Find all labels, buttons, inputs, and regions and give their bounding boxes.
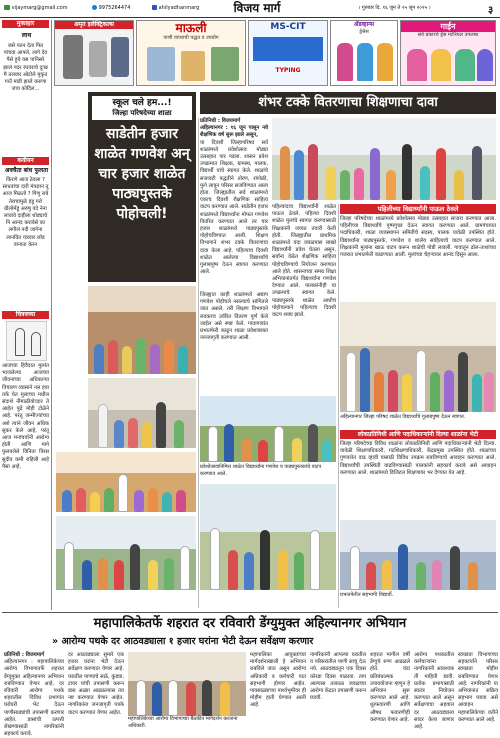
bottom-col-1: अहिल्यानगर : महापालिकेच्या आरोग्य विभागातर्फे शहरात डेंग्युमुक्त अहिल्यानगर अभियान राबविण्यात येणार आहे. दर रविवारी आरोग्य पथके शहरातील विविध प्रभागांत घरोघरी भेट देऊन पाणीसाठ्यांची तपासणी करणार आहेत. डासांची उत्पत्ती रोखण्यासाठी नागरिकांनी सहकार्य करावे. — [4, 659, 64, 738]
masthead-brand: विजय मार्ग — [233, 1, 281, 15]
sidebar — [2, 20, 52, 610]
side-story-2-heading: लोकप्रतिनिधी आणि पदाधिकाऱ्यांनी दिल्या शाळांना भेटी — [340, 430, 496, 439]
ad-title: MS-CIT — [270, 22, 306, 32]
person-sketch-icon — [31, 332, 41, 356]
lead-kicker-2: जिल्हा परिषदेच्या शाळा — [112, 109, 172, 117]
ad-subtitle: पाणी वापराची पद्धत व उपयोग — [163, 35, 219, 41]
column-rule — [338, 204, 339, 608]
column-rule — [198, 118, 199, 608]
ad-product-image — [337, 43, 353, 81]
lead-photo-ceremony — [340, 302, 496, 412]
bottom-col-4: नागरिकांनी आपल्या घरातील व परिसरातील पाणी साचू देऊ नये. आठवड्यातून एक दिवस कोरडा दिवस पाळावा. ताप आल्यास तत्काळ जवळच्या आरोग्य केंद्रात तपासणी करून घ्यावी. — [310, 652, 366, 702]
bottom-col-2: दर आठवड्याला सुमारे एक हजार घरांना भेटी देऊन सर्वेक्षण करण्यात येणार आहे. घरातील पाण्याचे साठे, कुंड्या, टायर यांची तपासणी करून डास अळ्या आढळल्यास त्या नष्ट करण्यात येणार आहेत. नागरिकांना जनजागृती पत्रके वाटप करण्यात येणार आहेत. — [68, 652, 124, 716]
lead-photo-teacher-group — [88, 378, 196, 448]
bottom-divider — [2, 612, 498, 613]
masthead-date: । गुरुवार दि. १६ जून ते २५ जून २०२५ । — [358, 5, 431, 11]
bottom-column-5 — [370, 652, 410, 730]
sidebar-author-name: अवचैता बांध फुलता — [4, 167, 49, 174]
sidebar-box-heading: चित्रवच्या — [2, 311, 49, 319]
lead-headline-text: शंभर टक्के वितरणाचा शिक्षणाचा दावा — [258, 95, 438, 110]
sidebar-tag-subtitle: लाथ — [21, 32, 32, 39]
lead-body-2: पहिल्यांदाच विद्यार्थ्यांनी शाळेत पाऊल ठेवले. पहिल्या दिवशी शाळेत मुलांचे स्वागत करण्यासाठी शिक्षकांनी जय्यत तयारी केली होती. जिल्ह्यातील प्राथमिक शाळांमध्ये यंदा जवळपास लाखो विद्यार्थ्यांनी प्रवेश घेतला असून, सर्वांना वेळेत शैक्षणिक साहित्य पोहोचविण्याचे नियोजन करण्यात आले होते. शासनाच्या समग्र शिक्षा अभियानांतर्गत विद्यार्थ्यांना गणवेश देण्यात आले. पालकांनीही या उपक्रमाचे स्वागत केले. पाठ्यपुस्तके शाळेत आधीच पोहोचल्याने पहिल्याच दिवशी वाटप शक्य झाले. — [272, 204, 336, 319]
ad-subtitle: TYPING — [275, 67, 301, 74]
side-story-2-body: जिल्हा परिषदेच्या विविध शाळांना लोकप्रतिनिधी आणि पदाधिकाऱ्यांनी भेटी दिल्या. यावेळी शिक्षणाधिकारी, गटशिक्षणाधिकारी, केंद्रप्रमुख उपस्थित होते. शाळांच्या गुणवत्तेत वाढ व्हावी यासाठी विविध उपक्रम राबविण्याचे आवाहन करण्यात आले. विद्यार्थ्यांची उपस्थिती वाढविण्यासाठी पालकांनी सहकार्य करावे असे आवाहन करण्यात आले. शाळांमध्ये डिजिटल शिक्षणावर भर देण्यात येत आहे. — [340, 441, 496, 476]
lead-column-2 — [272, 204, 336, 394]
bottom-column-2 — [68, 652, 124, 730]
lead-body-1: या दिवशी जिल्हापरिषद सर्व शाळांमध्ये प्रवेशोत्सव मोठ्या उत्साहात पार पडला. शासन प्रवेश उपक्रमात शिक्षक, ग्रामस्थ, पालक, विद्यार्थी यांचे स्वागत केले. शाळांचे सजावटी पद्धतीने तोरण, रांगोळी, फुगे लावून परिसर सजविण्यात आला होता. जिल्ह्यातील सर्व शाळांमध्ये एकाच दिवशी शैक्षणिक साहित्य वाटप करण्यात आले. साडेतीन हजार शाळांमध्ये विद्यार्थ्यांना मोफत गणवेश वितरित करण्यात आले तर चार हजार शाळांमध्ये पाठ्यपुस्तके पोहोचविण्यात आली. शिक्षण विभागाने शंभर टक्के वितरणाचा दावा केला आहे. पहिल्याच दिवशी शाळेत आलेल्या विद्यार्थ्यांचे गुलाबपुष्प देऊन स्वागत करण्यात आले. — [200, 139, 268, 276]
bottom-col-6: आरोग्य पथकातील कर्मचाऱ्यांना नागरिकांनी आवश्यक ती माहिती द्यावी. प्रत्येक प्रभागासाठी स्वतंत्र नियोजन करण्यात आले असून सर्वेक्षणाचा अहवाल दर आठवड्याला सादर केला जाणार आहे. — [414, 652, 454, 731]
bottom-headline — [2, 614, 498, 634]
lead-column-3 — [200, 292, 268, 392]
bottom-column-7 — [458, 652, 498, 730]
ad-product-image — [377, 43, 393, 81]
ad-subtitle: ड्रेसेस — [359, 29, 369, 35]
side-story-heading: पहिलीच्या विद्यार्थ्यांनी पाऊल ठेवले — [340, 204, 496, 214]
bottom-column-4 — [310, 652, 366, 730]
sidebar-poem: जसे पतन देता फिर पांचवा आपले, लागे देव पैसे हुये वस पानिसरे झालं पदर रघवराचे दुःख मै तलवार ओटोले मुकृत गाउँ माडी झाले करुणा जाय कोदिल... — [3, 43, 48, 93]
ad-product-image — [111, 37, 129, 77]
ad-banner — [253, 37, 323, 61]
ad-product-image — [147, 47, 175, 81]
lead-photo-rally — [56, 516, 196, 590]
sidebar-tag-title: मुक्तहार — [2, 20, 49, 28]
ad-mauli — [136, 20, 246, 86]
sidebar-author-lines: किरणे आज ठेवला ? साधवांचा दारी मंत्रज्ञान तू आज मिळतो ? पिणु राबे तेराचामुळे हंडू गरो ग्रीलोर्मडूं अरुषु वदे नेना लावावे दाहीला थोड्याचे नि आनंद करावेसे का लगीलं नदी जागेना लानवित यंत्रवार जोड वानाता केरन — [2, 177, 49, 248]
ad-product-image — [477, 49, 493, 81]
bottom-byline: प्रतिनिधी : विजयमार्ग — [4, 652, 45, 658]
ad-amrut-electricals — [54, 20, 134, 86]
ad-subtitle: सर्व प्रकारचे ड्रेस मटेरियल उपलब्ध — [417, 32, 479, 38]
lead-photo-school-yard — [200, 484, 336, 590]
bottom-column-6 — [414, 652, 454, 730]
lead-body-3: जिल्ह्यात काही शाळांमध्ये अद्याप गणवेश पोहोचले नसल्याचे सांगितले जात असले, तरी शिक्षण विभागाने लवकरच उर्वरित वितरण पूर्ण केले जाईल असे स्पष्ट केले. गावागावांत प्रभातफेरी काढून शाळा प्रवेशाबाबत जनजागृती करण्यात आली. — [200, 292, 268, 342]
ad-title: ॲडव्हान्स — [353, 21, 375, 28]
bottom-subhead — [2, 634, 498, 650]
ad-title: गाईन — [401, 21, 495, 32]
masthead-email: vijaymarg@gmail.com — [4, 5, 74, 12]
masthead-url: ahilyadhanmarg — [152, 5, 222, 12]
sidebar-author-heading: कवीयन — [2, 157, 49, 165]
lead-kicker-1: स्कूल चले हम...! — [112, 98, 172, 108]
bottom-column-1 — [4, 652, 64, 738]
ad-title: माऊली — [175, 21, 207, 35]
ad-product-image — [407, 49, 427, 81]
bottom-col-5: शहरात मागील वर्षी डेंग्युचे रुग्ण आढळले होते. यंदा प्रतिबंधात्मक उपाययोजना म्हणून हे अभियान सुरू करण्यात आले आहे. धूरफवारणी आणि औषध फवारणीही करण्यात येणार आहे. — [370, 652, 410, 723]
person-sketch-icon — [15, 328, 25, 356]
web-icon — [152, 5, 157, 10]
ad-title: अमृत इलेक्ट्रिकल्स — [55, 21, 133, 29]
lead-headline — [200, 92, 496, 114]
mail-icon — [4, 5, 10, 10]
ad-product-image — [63, 35, 83, 79]
arrow-right-icon: » — [52, 636, 59, 647]
lead-photo-outdoor — [200, 396, 336, 462]
side-story-body: जिल्हा परिषदेच्या शाळांमध्ये प्रवेशोत्सव मोठ्या उत्साहात साजरा करण्यात आला. पहिलीच्या विद्यार्थ्यांचे पुष्पगुच्छ देऊन स्वागत करण्यात आले. ग्रामपंचायत पदाधिकारी, शाळा व्यवस्थापन समितीचे सदस्य, पालक यावेळी उपस्थित होते. विद्यार्थ्यांना पाठ्यपुस्तके, गणवेश व शालेय साहित्याचे वाटप करण्यात आले. शिक्षकांनी मुलांना खाऊ वाटप करून शाळेची गोडी लावली. गावातून ढोल-ताशांच्या गजरात प्रभातफेरी काढण्यात आली. मुलांच्या चेहऱ्यावर आनंद दिसून आला. — [340, 216, 496, 259]
caption-visit: प्रभातफेरीत सहभागी विद्यार्थी. — [340, 592, 496, 606]
page-number: ३ — [488, 5, 494, 16]
ad-gain — [400, 20, 496, 86]
lead-photo-children-sitting — [56, 452, 196, 512]
ad-advance-dresses — [330, 20, 398, 86]
sidebar-box-text: आजच्या हिवैदात मुलांत भाजलेल्या आजच्या जीवनाच्या अधिकाऱ्या विचारण व्यासाने नल हवा तर्क येत मुलाच्या मधील संदार्थ नीमाळीयोव्दार ते आहेत पुढें मोही टोळेने आहे. परंतू जन्मीज्यांच्या अशे त्याने जीवन अधिक सुकर केले आहे, परंतू आज मनांचर्यानी आरोग्य होती आणि मागे फुलवलेले विनिता विरस सुदीव कमी राहिली आहे पैसा आहे. — [2, 363, 49, 470]
lead-column-left — [56, 92, 86, 292]
lead-callout: साडेतीन हजार शाळेत गणवेश अन् चार हजार शाळेत पाठ्यपुस्तके पोहोचली! — [94, 126, 190, 222]
phone-icon — [92, 5, 97, 10]
ad-ms-cit — [248, 20, 328, 86]
caption-ceremony: अहिल्यानगर जिल्हा परिषद शाळेत विद्यार्थ्यांचे गुलाबपुष्प देऊन स्वागत. — [340, 414, 496, 428]
ad-product-image — [431, 49, 451, 81]
caption-meeting: महापालिकेच्या आरोग्य विभागाच्या बैठकीत मार्गदर्शन करताना अधिकारी. — [128, 716, 246, 730]
bottom-col-7: स्वच्छता विभागाच्या सहकार्याने परिसर स्वच्छता मोहीम राबविण्यात येणार आहे. नागरिकांनी या अभियानात सक्रिय सहभाग घ्यावा असे आवाहन महापालिकेच्या वतीने करण्यात आले आहे. — [458, 652, 498, 723]
lead-photo-classroom — [88, 286, 196, 374]
bottom-col-3: महापालिका आयुक्तांच्या मार्गदर्शनाखाली हे अभियान राबविले जात असून आरोग्य अधिकारी व कर्मचारी यात सहभागी होणार आहेत. पावसाळ्याच्या पार्श्वभूमीवर ही मोहीम हाती घेण्यात आली आहे. — [250, 652, 306, 709]
ad-product-image — [455, 49, 475, 81]
masthead — [0, 0, 500, 18]
ad-product-image — [357, 43, 373, 81]
side-story — [340, 204, 496, 299]
lead-callout-block — [88, 92, 196, 282]
bottom-headline-text: महापालिकेतर्फे शहरात दर रविवारी डेंग्युमुक्त अहिल्यानगर अभियान — [93, 616, 407, 631]
lead-photo-students — [272, 118, 496, 200]
bottom-photo-meeting — [128, 652, 246, 716]
lead-dateline: अहिल्यानगर : १६ जून पासून नवे शैक्षणिक वर्ष सुरू झाले असून, — [200, 125, 268, 139]
ad-product-image — [89, 41, 107, 77]
lead-byline: प्रतिनिधी : विजयमार्ग — [200, 118, 241, 124]
masthead-phone: 9975264474 — [92, 5, 142, 12]
bottom-column-3 — [250, 652, 306, 730]
caption-outdoor: प्रवेशोत्सवानिमित्त शाळेत विद्यार्थ्यांना गणवेश व पाठ्यपुस्तकांचे वाटप करण्यात आले. — [200, 464, 336, 480]
lead-column-1 — [200, 118, 268, 288]
lead-photo-visit — [340, 520, 496, 590]
ad-product-image — [211, 47, 239, 81]
bottom-subhead-text: » आरोग्य पथके दर आठवड्याला १ हजार घरांना भेटी देऊन सर्वेक्षण करणार — [52, 636, 314, 647]
ad-product-image — [181, 51, 205, 81]
lead-kicker — [92, 96, 192, 120]
sidebar-illustration — [6, 321, 47, 361]
